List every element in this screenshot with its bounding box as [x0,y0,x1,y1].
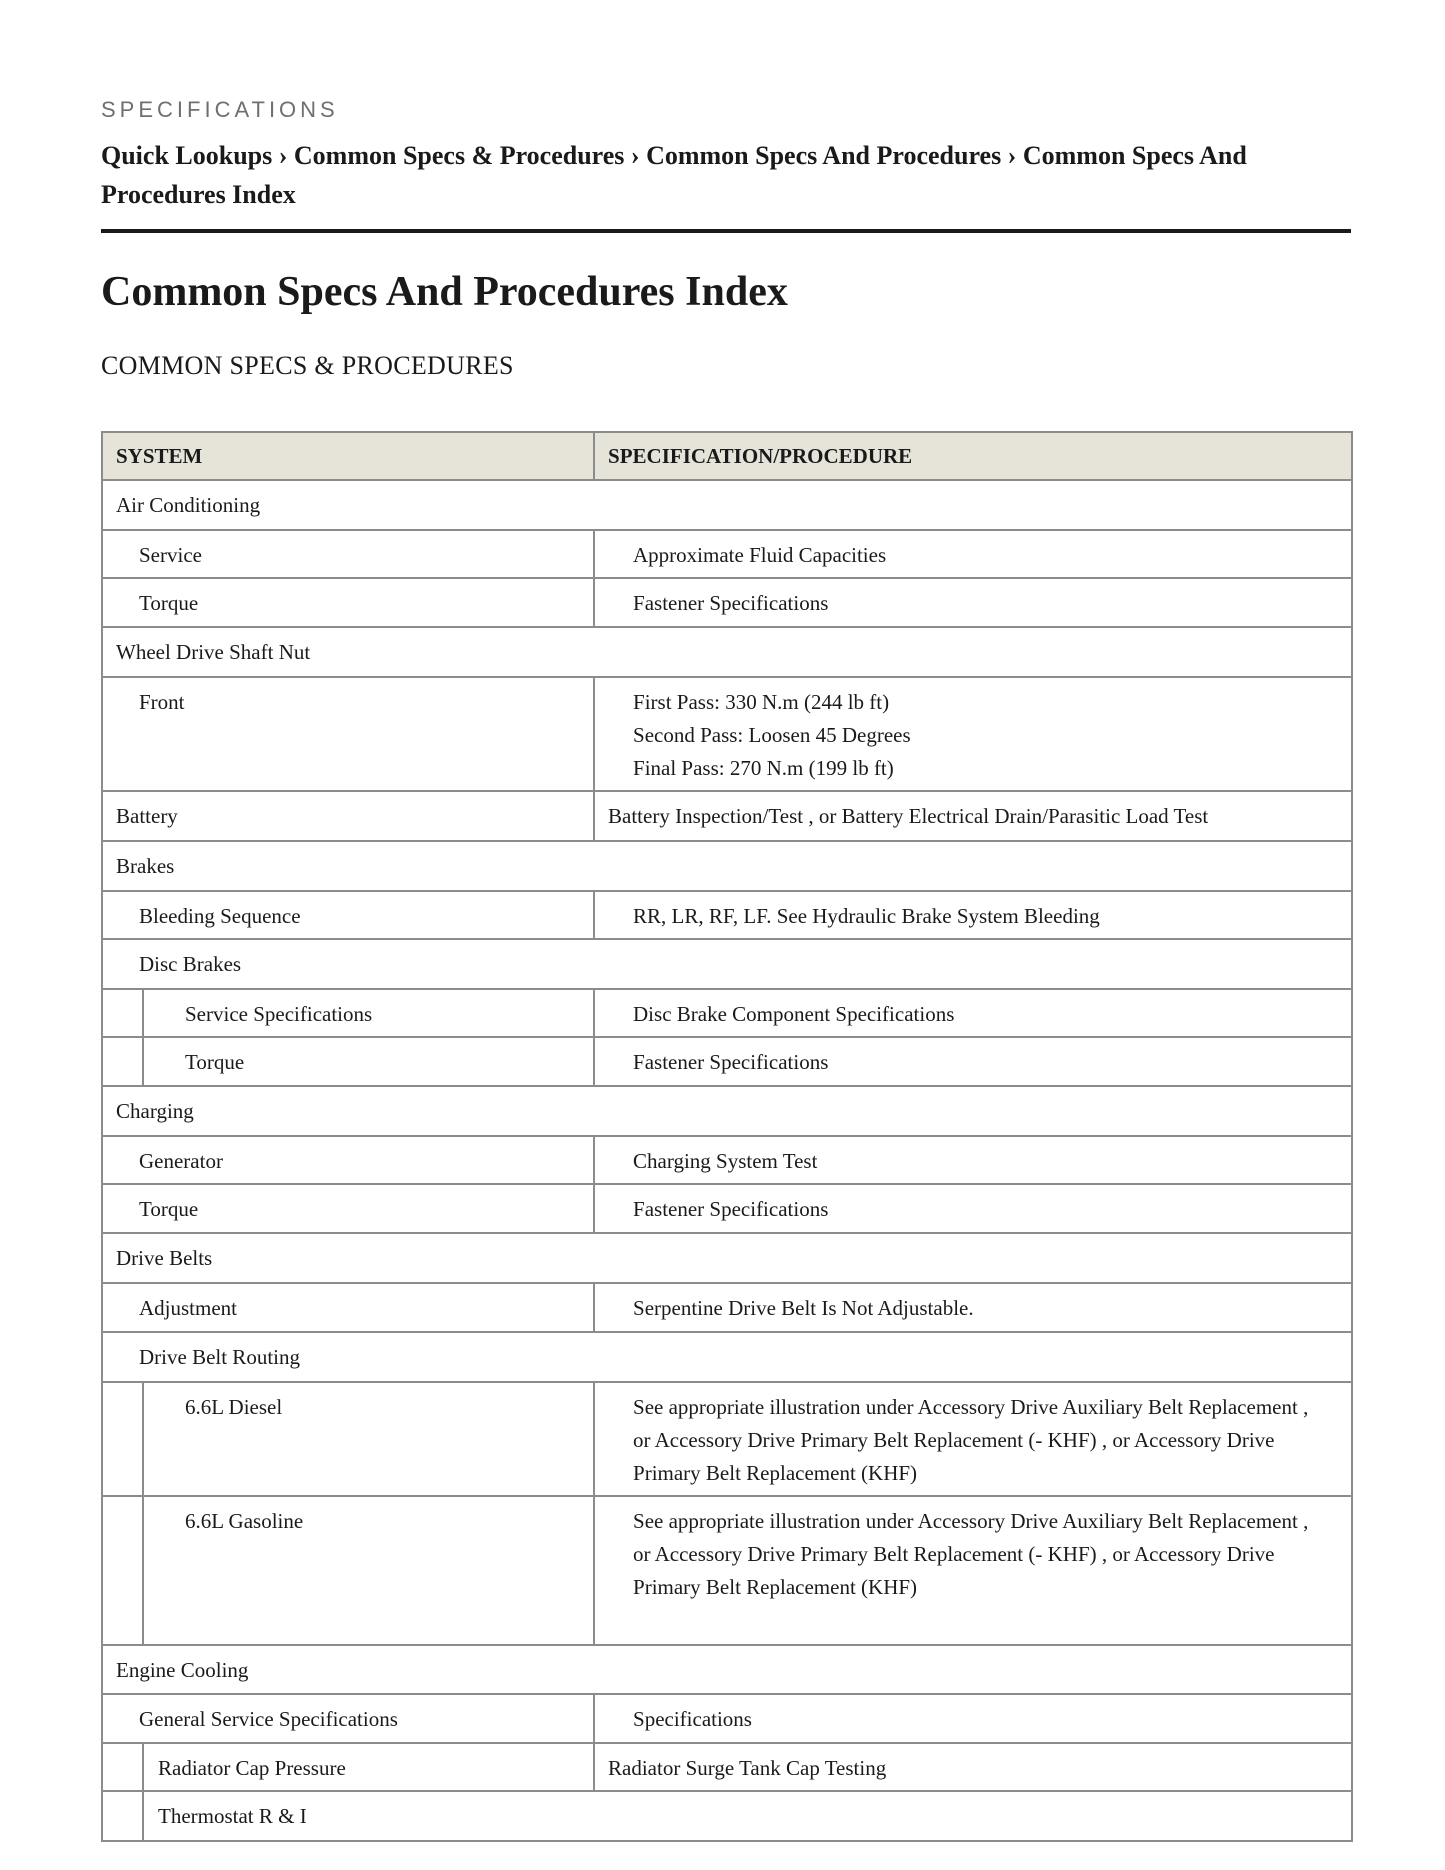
table-row [102,578,1352,627]
table-row [102,627,1352,677]
table-row [102,1283,1352,1332]
table-row [102,1233,1352,1283]
spec-link[interactable]: Fastener Specifications [633,591,829,615]
spec-line: See appropriate illustration under Accessory Drive Auxiliary Belt Replacement , [633,1509,1309,1533]
indent-gutter [102,1382,143,1496]
table-row [102,841,1352,891]
system-group-label: Air Conditioning [116,493,261,517]
column-header-spec: SPECIFICATION/PROCEDURE [594,432,1352,480]
table-row [102,530,1352,578]
system-label: Radiator Cap Pressure [158,1756,346,1780]
spec-multiline[interactable] [595,1497,1351,1604]
page-title: Common Specs And Procedures Index [101,269,788,315]
spec-link[interactable]: Approximate Fluid Capacities [633,543,887,567]
spec-link[interactable]: Disc Brake Component Specifications [633,1002,955,1026]
system-label: 6.6L Gasoline [185,1509,304,1533]
spec-line: Primary Belt Replacement (KHF) [633,1575,918,1599]
spec-link[interactable]: Battery Inspection/Test , or Battery Electrical Drain/Parasitic Load Test [608,804,1209,828]
indent-gutter [102,1496,143,1645]
system-label: Torque [139,1197,199,1221]
spec-link[interactable]: Fastener Specifications [633,1197,829,1221]
table-row [102,989,1352,1037]
spec-line: or Accessory Drive Primary Belt Replacement (- KHF) , or Accessory Drive [633,1428,1275,1452]
system-group-label: Drive Belts [116,1246,213,1270]
table-row [102,791,1352,841]
section-heading: COMMON SPECS & PROCEDURES [101,351,514,380]
spec-line: or Accessory Drive Primary Belt Replacement (- KHF) , or Accessory Drive [633,1542,1275,1566]
table-row [102,1086,1352,1136]
column-header-system: SYSTEM [102,432,594,480]
specs-table [101,431,1353,1842]
indent-gutter [102,1037,143,1086]
spec-multiline[interactable] [595,1383,1351,1490]
system-group-label: Engine Cooling [116,1658,249,1682]
system-label: Front [139,690,185,714]
table-row [102,1037,1352,1086]
system-group-label: Wheel Drive Shaft Nut [116,640,311,664]
spec-line: Primary Belt Replacement (KHF) [633,1461,918,1485]
spec-text: Serpentine Drive Belt Is Not Adjustable. [633,1296,974,1320]
table-row [102,1743,1352,1791]
spec-link[interactable]: Radiator Surge Tank Cap Testing [608,1756,887,1780]
system-group-label: Battery [116,804,178,828]
spec-line: Final Pass: 270 N.m (199 lb ft) [633,756,894,780]
table-row [102,1332,1352,1382]
table-row [102,1496,1352,1645]
system-label: Adjustment [139,1296,237,1320]
indent-gutter [102,989,143,1037]
system-label: General Service Specifications [139,1707,398,1731]
spec-link[interactable]: Fastener Specifications [633,1050,829,1074]
table-row [102,1184,1352,1233]
spec-line: Second Pass: Loosen 45 Degrees [633,723,911,747]
system-label: 6.6L Diesel [185,1395,283,1419]
spec-line: See appropriate illustration under Accessory Drive Auxiliary Belt Replacement , [633,1395,1309,1419]
system-subgroup-label: Disc Brakes [139,952,242,976]
table-row [102,1694,1352,1743]
system-label: Service [139,543,202,567]
table-row [102,1645,1352,1694]
table-row [102,939,1352,989]
system-label: Thermostat R & I [158,1804,307,1828]
breadcrumb[interactable]: Quick Lookups › Common Specs & Procedures › Common Specs And Procedures › Common Specs And Procedures Index [101,141,1247,209]
system-label: Service Specifications [185,1002,373,1026]
system-label: Torque [139,591,199,615]
spec-link[interactable]: Specifications [633,1707,752,1731]
system-label: Bleeding Sequence [139,904,301,928]
table-row [102,1136,1352,1184]
system-subgroup-label: Drive Belt Routing [139,1345,300,1369]
spec-multiline [595,678,1351,785]
section-kicker: SPECIFICATIONS [101,97,339,122]
table-row [102,677,1352,791]
table-row [102,1382,1352,1496]
system-label: Torque [185,1050,245,1074]
table-row [102,1791,1352,1841]
indent-gutter [102,1743,143,1791]
system-group-label: Charging [116,1099,194,1123]
spec-line: First Pass: 330 N.m (244 lb ft) [633,690,890,714]
header-divider [101,229,1351,233]
table-header-row [102,432,1352,480]
spec-link[interactable]: Charging System Test [633,1149,818,1173]
indent-gutter [102,1791,143,1841]
system-group-label: Brakes [116,854,175,878]
system-label: Generator [139,1149,223,1173]
table-row [102,891,1352,939]
table-row [102,480,1352,530]
spec-link[interactable]: RR, LR, RF, LF. See Hydraulic Brake System Bleeding [633,904,1100,928]
